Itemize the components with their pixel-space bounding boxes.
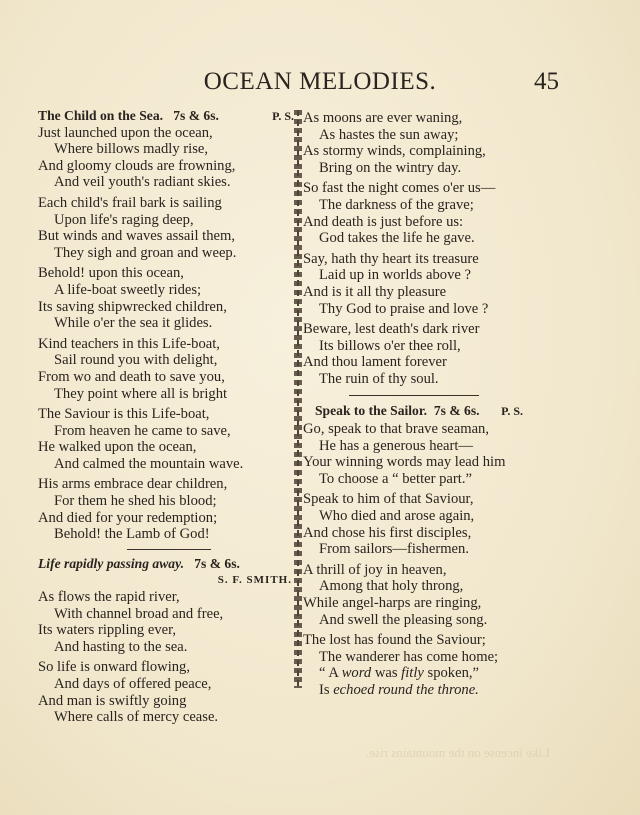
verse-line: So life is onward flowing, [38,659,191,676]
verse-line: Its billows o'er thee roll, [319,337,461,354]
verse-line: And hasting to the sea. [54,638,188,655]
hymn-stanzas [303,110,525,388]
left-column [38,108,300,726]
verse-line: As flows the rapid river, [38,589,180,606]
page-number: 45 [534,68,559,95]
hymn-initials: P. S. [501,403,523,418]
stanza [38,265,300,331]
verse-line: And veil youth's radiant skies. [54,174,231,191]
verse-line: Sail round you with delight, [54,352,218,369]
hymn-stanzas [38,125,300,543]
verse-line: As stormy winds, complaining, [303,143,486,160]
verse-line: And gloomy clouds are frowning, [38,157,236,174]
stanza [303,110,525,176]
hymn-stanzas [303,421,525,665]
verse-line: The lost has found the Saviour; [303,632,486,649]
section-rule [127,549,211,550]
stanza [303,562,525,628]
verse-line: Where billows madly rise, [54,141,209,158]
stanza [38,476,300,542]
hymn-title-text: The Child on the Sea. [38,108,164,123]
verse-line: As hastes the sun away; [319,126,459,143]
verse-line: Speak to him of that Saviour, [303,491,474,508]
verse-line: “ A word was fitly spoken,” [319,665,479,682]
verse-line: So fast the night comes o'er us— [303,180,496,197]
show-through-text: Like incense on the mountains rise. [365,745,550,760]
verse-line: And man is swiftly going [38,692,187,709]
hymn-meter: 7s & 6s. [173,108,219,123]
verse-line: Its saving shipwrecked children, [38,298,227,315]
verse-line: And calmed the mountain wave. [54,455,244,472]
stanza [38,406,300,472]
section-rule [349,395,479,396]
verse-line: The wanderer has come home; [319,648,499,665]
verse-line: Laid up in worlds above ? [319,267,471,284]
verse-line: Beware, lest death's dark river [303,321,480,338]
verse-line: For them he shed his blood; [54,493,217,510]
stanza [303,632,525,665]
hymn-initials: P. S. [272,109,294,123]
verse-line: Where calls of mercy cease. [54,709,219,726]
verse-line: The Saviour is this Life-boat, [38,406,210,423]
verse-line: Behold! the Lamb of God! [54,526,210,543]
verse-line: Go, speak to that brave seaman, [303,421,490,438]
verse-line: Thy God to praise and love ? [319,300,489,317]
verse-line: Upon life's raging deep, [54,211,194,228]
verse-line: The darkness of the grave; [319,196,474,213]
verse-line: From wo and death to save you, [38,368,225,385]
verse-line: With channel broad and free, [54,605,224,622]
stanza [303,491,525,557]
stanza [303,321,525,387]
stanza [38,195,300,261]
hymn-title [38,108,300,125]
stanza [303,251,525,317]
verse-line: He walked upon the ocean, [38,439,197,456]
verse-line: And chose his first disciples, [303,524,472,541]
verse-line: They sigh and groan and weep. [54,244,237,261]
verse-line: Behold! upon this ocean, [38,265,184,282]
verse-line: A life-boat sweetly rides; [54,281,202,298]
verse-line: Bring on the wintry day. [319,159,462,176]
verse-line: A thrill of joy in heaven, [303,561,447,578]
verse-line: To choose a “ better part.” [319,470,472,487]
hymn-meter: 7s & 6s. [433,402,480,418]
verse-line: He has a generous heart— [319,437,473,454]
verse-line: God takes the life he gave. [319,230,475,247]
stanza [303,421,525,487]
verse-line: And death is just before us: [303,213,464,230]
hymn-stanzas [38,589,300,726]
verse-line: And days of offered peace, [54,676,212,692]
verse-line: While o'er the sea it glides. [54,315,213,332]
verse-line: And thou lament forever [303,354,447,371]
stanza [303,180,525,246]
verse-line: Your winning words may lead him [303,454,506,471]
hymn-title [303,403,525,420]
verse-line: Say, hath thy heart its treasure [303,250,479,267]
verse-line: And swell the pleasing song. [319,611,488,628]
verse-line: Is echoed round the throne. [319,682,479,698]
running-title: OCEAN MELODIES. [203,68,437,95]
stanza [38,659,300,725]
hymn-title-text: Speak to the Sailor. [315,402,428,418]
verse-line: But winds and waves assail them, [38,228,235,245]
hymn-title-text: Life rapidly passing away. [38,555,184,571]
verse-line: Kind teachers in this Life-boat, [38,335,220,352]
verse-line: And is it all thy pleasure [303,283,447,300]
verse-line: While angel-harps are ringing, [303,595,482,612]
verse-line: Just launched upon the ocean, [38,124,213,141]
verse-line: As moons are ever waning, [303,110,463,126]
verse-line: They point where all is bright [54,385,228,402]
stanza [38,336,300,402]
verse-line: Its waters rippling ever, [38,622,177,639]
verse-line: Among that holy throng, [319,578,464,595]
hymn-meter: 7s & 6s. [194,555,240,571]
hymn-title [38,556,300,573]
right-column [303,110,525,699]
verse-line: And died for your redemption; [38,509,218,526]
verse-line: From heaven he came to save, [54,422,231,439]
stanza [38,125,300,191]
verse-line: Who died and arose again, [319,508,475,525]
stanza [38,589,300,655]
hymn-author: S. F. SMITH. [217,574,292,587]
verse-line: His arms embrace dear children, [38,476,228,493]
verse-line: From sailors—fishermen. [319,541,469,558]
verse-line: Each child's frail bark is sailing [38,194,222,211]
verse-line: The ruin of thy soul. [319,370,439,387]
